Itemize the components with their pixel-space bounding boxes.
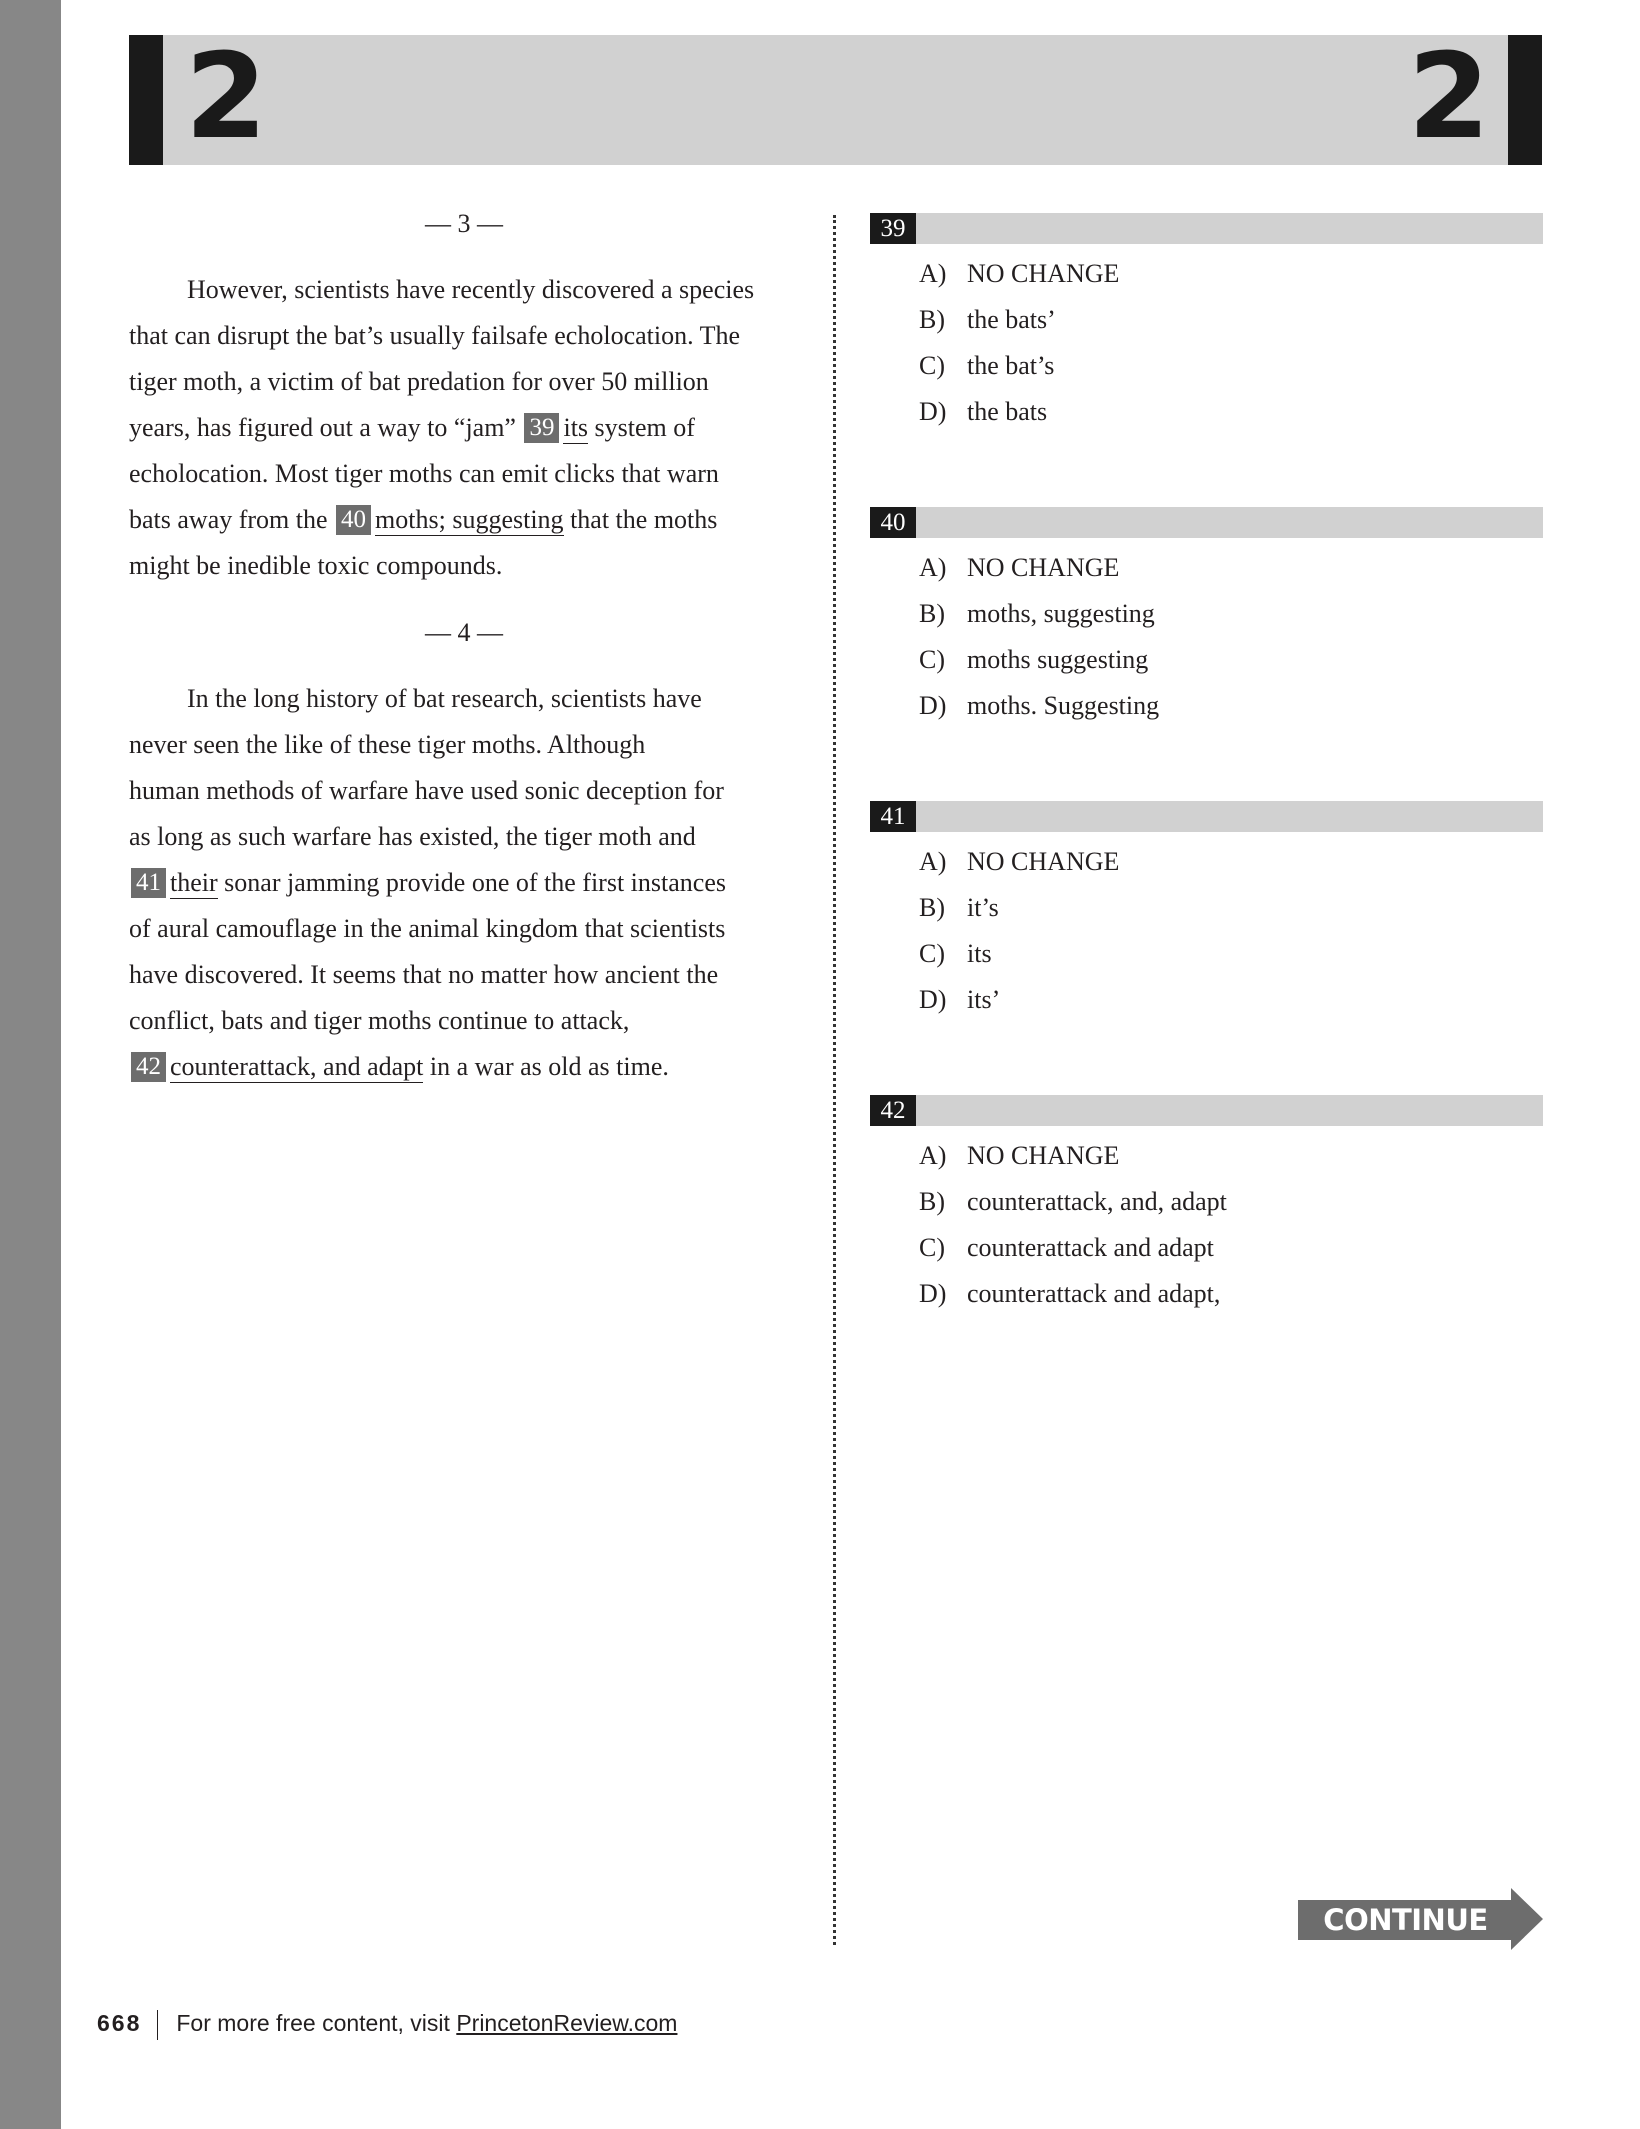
passage-line — [129, 860, 726, 906]
passage-line — [129, 451, 719, 497]
passage-text: human methods of warfare have used sonic deception for — [129, 776, 724, 805]
option-text: its’ — [967, 985, 1001, 1014]
option-letter: B) — [919, 599, 945, 628]
question-header-bar — [870, 213, 1543, 244]
footer-separator — [157, 2010, 158, 2040]
passage-line — [129, 722, 645, 768]
question-marker: 39 — [524, 413, 559, 443]
answer-option[interactable] — [919, 251, 1119, 297]
option-letter: C) — [919, 351, 945, 380]
question-number: 40 — [870, 507, 916, 538]
passage-text: in a war as old as time. — [423, 1052, 669, 1081]
option-text: counterattack, and, adapt — [967, 1187, 1227, 1216]
option-text: it’s — [967, 893, 999, 922]
option-text: counterattack and adapt, — [967, 1279, 1221, 1308]
answer-option[interactable] — [919, 545, 1119, 591]
footer — [97, 2006, 677, 2040]
answer-option[interactable] — [919, 1225, 1214, 1271]
passage-text: have discovered. It seems that no matter how ancient the — [129, 960, 719, 989]
section-number-left: 2 — [185, 27, 268, 165]
page-edge-bar — [0, 0, 61, 2129]
passage-line — [129, 359, 709, 405]
section-number-right: 2 — [1407, 27, 1490, 165]
answer-option[interactable] — [919, 931, 992, 977]
answer-option[interactable] — [919, 343, 1054, 389]
option-letter: B) — [919, 893, 945, 922]
option-text: NO CHANGE — [967, 1141, 1120, 1170]
question-number: 42 — [870, 1095, 916, 1126]
option-letter: A) — [919, 553, 947, 582]
passage-text: that the moths — [563, 505, 718, 534]
underlined-text: its — [563, 413, 589, 442]
question-header-bar — [870, 507, 1543, 538]
passage-line — [129, 952, 718, 998]
answer-option[interactable] — [919, 1179, 1227, 1225]
passage-text: tiger moth, a victim of bat predation for over 50 million — [129, 367, 709, 396]
footer-text: For more free content, visit — [176, 2010, 457, 2036]
option-letter: D) — [919, 397, 947, 426]
passage-text: system of — [588, 413, 695, 442]
option-text: NO CHANGE — [967, 553, 1120, 582]
option-text: NO CHANGE — [967, 259, 1120, 288]
question-header-bar — [870, 1095, 1543, 1126]
option-letter: C) — [919, 1233, 945, 1262]
option-letter: A) — [919, 259, 947, 288]
option-letter: C) — [919, 939, 945, 968]
header-bar-right — [1508, 35, 1542, 165]
option-letter: A) — [919, 847, 947, 876]
passage-line — [129, 1044, 669, 1090]
column-divider — [833, 215, 836, 1945]
passage-line — [129, 998, 629, 1044]
passage-text: In the long history of bat research, scientists have — [187, 684, 702, 713]
option-letter: B) — [919, 305, 945, 334]
option-letter: D) — [919, 985, 947, 1014]
option-letter: C) — [919, 645, 945, 674]
passage-text: echolocation. Most tiger moths can emit clicks that warn — [129, 459, 719, 488]
underlined-text: moths; suggesting — [375, 505, 564, 534]
answer-option[interactable] — [919, 1133, 1119, 1179]
passage-line — [129, 497, 717, 543]
section-header — [129, 27, 1542, 165]
question-number: 39 — [870, 213, 916, 244]
option-text: the bat’s — [967, 351, 1055, 380]
passage-text: might be inedible toxic compounds. — [129, 551, 503, 580]
option-text: moths, suggesting — [967, 599, 1155, 628]
princeton-review-link[interactable]: PrincetonReview.com — [456, 2010, 678, 2036]
option-text: counterattack and adapt — [967, 1233, 1214, 1262]
answer-option[interactable] — [919, 1271, 1220, 1317]
option-text: moths. Suggesting — [967, 691, 1160, 720]
option-letter: A) — [919, 1141, 947, 1170]
underlined-text: their — [170, 868, 218, 897]
continue-button[interactable] — [1298, 1888, 1544, 1950]
option-text: moths suggesting — [967, 645, 1149, 674]
passage-line — [129, 405, 695, 451]
question-number: 41 — [870, 801, 916, 832]
passage-text: that can disrupt the bat’s usually failsafe echolocation. The — [129, 321, 741, 350]
page-number: 668 — [97, 2010, 142, 2036]
passage-text: sonar jamming provide one of the first instances — [217, 868, 726, 897]
paragraph-number: — 3 — — [425, 209, 503, 238]
question-header-bar — [870, 801, 1543, 832]
answer-option[interactable] — [919, 591, 1155, 637]
option-letter: D) — [919, 691, 947, 720]
arrow-right-icon — [1511, 1888, 1543, 1950]
paragraph-number: — 4 — — [425, 618, 503, 647]
passage-line — [129, 768, 724, 814]
passage-line — [129, 906, 725, 952]
option-letter: D) — [919, 1279, 947, 1308]
option-letter: B) — [919, 1187, 945, 1216]
answer-option[interactable] — [919, 637, 1148, 683]
answer-option[interactable] — [919, 389, 1047, 435]
option-text: the bats — [967, 397, 1048, 426]
passage-text: bats away from the — [129, 505, 335, 534]
underlined-text: counterattack, and adapt — [170, 1052, 424, 1081]
passage-text: conflict, bats and tiger moths continue to attack, — [129, 1006, 630, 1035]
header-bar-left — [129, 35, 163, 165]
passage-text: years, has figured out a way to “jam” — [129, 413, 523, 442]
question-marker: 40 — [336, 505, 371, 535]
passage-line — [129, 814, 696, 860]
option-text: the bats’ — [967, 305, 1056, 334]
passage-text: as long as such warfare has existed, the tiger moth and — [129, 822, 696, 851]
passage-line — [129, 676, 702, 722]
passage-line — [129, 313, 740, 359]
passage-text: never seen the like of these tiger moths. Although — [129, 730, 646, 759]
question-marker: 42 — [131, 1052, 166, 1082]
answer-option[interactable] — [919, 977, 1000, 1023]
passage-text: However, scientists have recently discovered a species — [187, 275, 755, 304]
passage-text: of aural camouflage in the animal kingdom that scientists — [129, 914, 726, 943]
answer-option[interactable] — [919, 885, 999, 931]
option-text: its — [967, 939, 992, 968]
question-marker: 41 — [131, 868, 166, 898]
passage-line — [129, 543, 502, 589]
answer-option[interactable] — [919, 683, 1159, 729]
answer-option[interactable] — [919, 297, 1056, 343]
continue-label: CONTINUE — [1298, 1900, 1513, 1940]
passage-line — [129, 267, 754, 313]
option-text: NO CHANGE — [967, 847, 1120, 876]
answer-option[interactable] — [919, 839, 1119, 885]
